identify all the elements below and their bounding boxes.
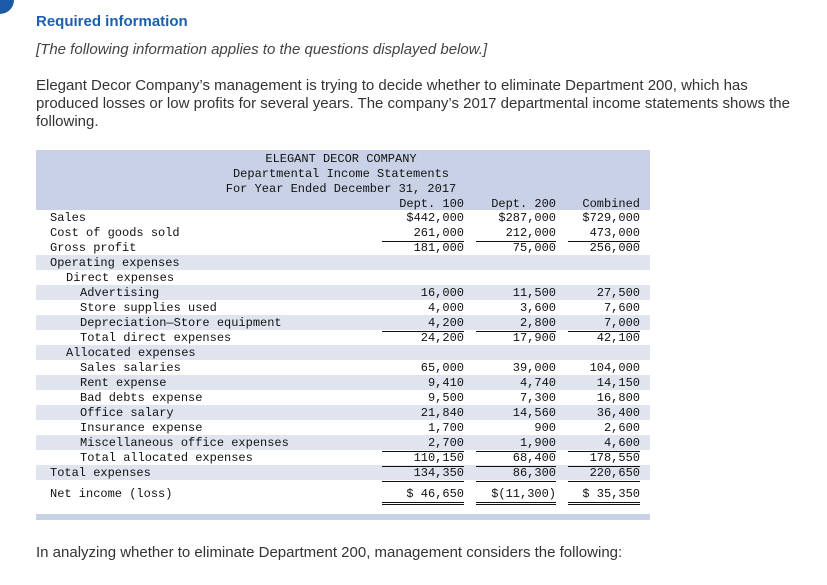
- row-value-combined: 4,600: [568, 436, 640, 452]
- table-footer-band: [36, 514, 650, 520]
- row-label: Total direct expenses: [80, 331, 232, 345]
- row-value-combined: $ 35,350: [568, 487, 640, 505]
- row-label: Miscellaneous office expenses: [80, 436, 289, 450]
- row-label: Bad debts expense: [80, 391, 203, 405]
- income-statement-table: [36, 150, 650, 514]
- row-value-dept-200: 2,800: [476, 316, 556, 332]
- row-value-dept-100: 134,350: [382, 466, 464, 482]
- row-value-dept-100: 4,200: [382, 316, 464, 332]
- row-value-dept-200: 11,500: [512, 286, 556, 300]
- row-label: Sales salaries: [80, 361, 181, 375]
- row-label: Rent expense: [80, 376, 167, 390]
- row-label: Gross profit: [50, 241, 137, 255]
- row-value-dept-200: $287,000: [498, 211, 556, 225]
- row-label: Total allocated expenses: [80, 451, 253, 465]
- column-header-dept-200: Dept. 200: [491, 197, 556, 211]
- row-value-dept-200: 1,900: [476, 436, 556, 452]
- row-value-dept-100: 16,000: [420, 286, 464, 300]
- row-value-dept-200: $(11,300): [476, 487, 556, 505]
- row-label: Direct expenses: [66, 271, 175, 285]
- row-value-dept-100: 110,150: [382, 451, 464, 467]
- row-value-dept-200: 14,560: [512, 406, 556, 420]
- row-value-dept-100: 21,840: [420, 406, 464, 420]
- row-value-dept-200: 68,400: [476, 451, 556, 467]
- applies-note: [The following information applies to the questions displayed below.]: [36, 41, 488, 58]
- row-value-combined: 7,600: [603, 301, 640, 315]
- row-value-combined: $729,000: [582, 211, 640, 225]
- row-label: Allocated expenses: [66, 346, 196, 360]
- row-value-dept-100: 181,000: [413, 241, 464, 255]
- row-value-dept-100: 24,200: [420, 331, 464, 345]
- row-value-dept-100: 4,000: [427, 301, 464, 315]
- row-value-combined: 42,100: [596, 331, 640, 345]
- row-label: Insurance expense: [80, 421, 203, 435]
- row-value-dept-200: 4,740: [519, 376, 556, 390]
- row-value-dept-100: 2,700: [382, 436, 464, 452]
- row-value-dept-100: $ 46,650: [382, 487, 464, 505]
- row-value-combined: 220,650: [568, 466, 640, 482]
- row-value-combined: 16,800: [596, 391, 640, 405]
- column-header-dept-100: Dept. 100: [399, 197, 464, 211]
- row-value-combined: 104,000: [589, 361, 640, 375]
- row-value-combined: 256,000: [589, 241, 640, 255]
- row-value-dept-200: 75,000: [512, 241, 556, 255]
- row-label: Operating expenses: [50, 256, 180, 270]
- analysis-sentence: In analyzing whether to eliminate Department 200, management considers the following:: [36, 544, 623, 561]
- row-label: Store supplies used: [80, 301, 217, 315]
- row-value-combined: 178,550: [568, 451, 640, 467]
- row-value-dept-200: 212,000: [476, 226, 556, 242]
- row-value-combined: 473,000: [568, 226, 640, 242]
- row-value-combined: 14,150: [596, 376, 640, 390]
- column-header-combined: Combined: [582, 197, 640, 211]
- row-value-dept-100: 261,000: [382, 226, 464, 242]
- row-value-dept-100: $442,000: [406, 211, 464, 225]
- row-value-combined: 2,600: [603, 421, 640, 435]
- required-information-heading: Required information: [36, 13, 188, 30]
- row-label: Net income (loss): [50, 487, 173, 501]
- row-value-dept-100: 1,700: [427, 421, 464, 435]
- row-value-dept-200: 17,900: [512, 331, 556, 345]
- row-value-dept-200: 3,600: [519, 301, 556, 315]
- row-value-dept-100: 9,410: [427, 376, 464, 390]
- row-label: Advertising: [80, 286, 160, 300]
- row-value-dept-200: 900: [534, 421, 556, 435]
- statement-title: Departmental Income Statements: [232, 167, 450, 181]
- row-value-combined: 27,500: [596, 286, 640, 300]
- corner-badge: [0, 0, 14, 14]
- row-label: Office salary: [80, 406, 174, 420]
- row-label: Total expenses: [50, 466, 151, 480]
- intro-paragraph: Elegant Decor Company’s management is trying to decide whether to eliminate Department 200, which has produced losses or low profits for several years. The company’s 2017 departmental income statements shows the following.: [36, 77, 790, 130]
- row-value-dept-100: 9,500: [427, 391, 464, 405]
- row-value-combined: 36,400: [596, 406, 640, 420]
- row-label: Cost of goods sold: [50, 226, 180, 240]
- row-label: Depreciation—Store equipment: [80, 316, 282, 330]
- row-value-dept-200: 7,300: [519, 391, 556, 405]
- row-value-dept-100: 65,000: [420, 361, 464, 375]
- row-value-dept-200: 86,300: [476, 466, 556, 482]
- company-name: ELEGANT DECOR COMPANY: [265, 152, 417, 166]
- statement-period: For Year Ended December 31, 2017: [225, 182, 457, 196]
- row-label: Sales: [50, 211, 87, 225]
- row-value-combined: 7,000: [568, 316, 640, 332]
- row-value-dept-200: 39,000: [512, 361, 556, 375]
